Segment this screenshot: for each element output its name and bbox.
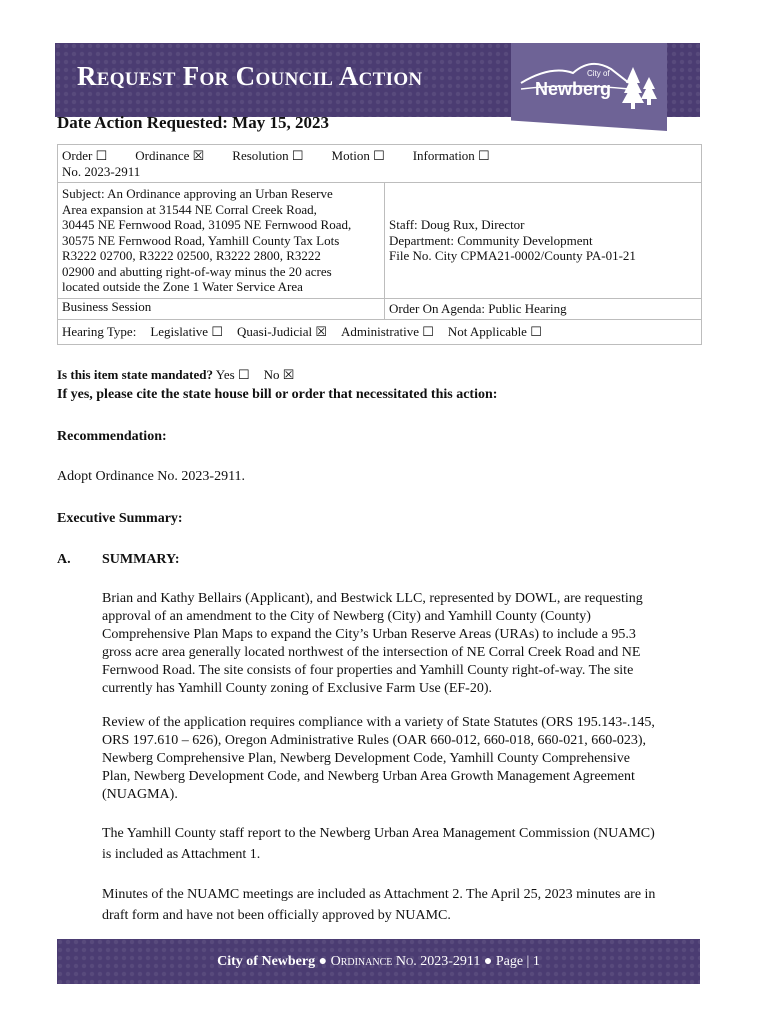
checkbox-resolution: Resolution ☐ [232,148,304,163]
subject-line: R3222 02700, R3222 02500, R3222 2800, R3222 [62,248,321,263]
paragraph-line: gross acre area generally located northwest of the intersection of NE Corral Creek Road and NE [102,645,641,660]
paragraph-line: is included as Attachment 1. [102,847,261,862]
summary-letter: A. [57,552,71,567]
state-mandated-question: Is this item state mandated? [57,367,213,382]
footer-text [57,954,700,970]
footer-ordinance: Ordinance No. 2023-2911 [330,954,481,969]
cite-line: If yes, please cite the state house bill or order that necessitated this action: [57,387,498,402]
page-footer [57,939,700,984]
paragraph-line: draft form and have not been officially approved by NUAMC. [102,908,451,923]
subject-line: 02900 and abutting right-of-way minus the 20 acres [62,263,332,279]
subject-line: Area expansion at 31544 NE Corral Creek Road, [62,201,317,217]
business-session: Business Session [62,298,152,314]
subject-cell [58,183,385,299]
checkbox-legislative: Legislative ☐ [150,324,223,339]
checkbox-motion: Motion ☐ [331,148,385,163]
paragraph-line: Brian and Kathy Bellairs (Applicant), and Bestwick LLC, represented by DOWL, are requesting [102,591,643,606]
paragraph-line: Minutes of the NUAMC meetings are included as Attachment 2. The April 25, 2023 minutes are in [102,887,656,902]
date-action-requested: Date Action Requested: May 15, 2023 [57,113,329,132]
logo-small-text: City of [587,69,610,78]
tree-icon [641,77,657,105]
checkbox-mandated-yes: Yes ☐ [215,367,250,382]
state-mandated-line [57,367,294,383]
summary-paragraph-2 [102,714,702,804]
paragraph-line: (NUAGMA). [102,787,178,802]
agenda-cell [385,298,702,320]
footer-page: Page | 1 [495,954,540,969]
paragraph-line: ORS 197.610 – 626), Oregon Administrative Rules (OAR 660-012, 660-018, 660-021, 660-023), [102,733,647,748]
subject-line: Subject: An Ordinance approving an Urban Reserve [62,186,333,201]
header-banner [55,43,700,117]
recommendation-text: Adopt Ordinance No. 2023-2911. [57,469,246,484]
file-number: File No. City CPMA21-0002/County PA-01-21 [389,248,636,263]
checkbox-not-applicable: Not Applicable ☐ [447,324,542,339]
paragraph-line: Comprehensive Plan Maps to expand the City’s Urban Reserve Areas (URAs) to include a 95.3 [102,627,636,642]
paragraph-line: Fernwood Road. The site consists of four properties and Yamhill County right-of-way. The site [102,663,634,678]
recommendation-heading: Recommendation: [57,429,167,444]
footer-bullet: ● [483,954,493,969]
hearing-type-cell [58,320,702,345]
order-on-agenda: Order On Agenda: Public Hearing [389,300,567,316]
paragraph-line: currently has Yamhill County zoning of Exclusive Farm Use (EF-20). [102,681,493,696]
action-type-cell [58,145,702,183]
checkbox-mandated-no: No ☒ [263,367,295,382]
executive-summary-heading: Executive Summary: [57,511,183,526]
paragraph-line: Plan, Newberg Development Code, and Newberg Urban Area Growth Management Agreement [102,769,635,784]
summary-paragraph-4 [102,884,702,926]
subject-line: 30575 NE Fernwood Road, Yamhill County Tax Lots [62,232,340,248]
summary-heading: SUMMARY: [102,552,180,567]
logo-graphic [511,43,667,131]
business-session-cell [58,298,385,320]
checkbox-information: Information ☐ [412,148,490,163]
checkbox-ordinance: Ordinance ☒ [135,148,205,163]
subject-line: located outside the Zone 1 Water Service Area [62,279,303,294]
footer-bullet: ● [318,954,328,969]
hearing-type-label: Hearing Type: [62,324,137,339]
subject-line: 30445 NE Fernwood Road, 31095 NE Fernwood Road, [62,217,352,232]
department: Department: Community Development [389,232,593,248]
checkbox-quasi-judicial: Quasi-Judicial ☒ [236,324,327,339]
page-title: Request For Council Action [77,61,423,91]
checkbox-administrative: Administrative ☐ [340,324,434,339]
request-info-table [57,144,702,345]
summary-paragraph-3 [102,823,702,865]
logo-name-text: Newberg [535,79,612,99]
paragraph-line: approval of an amendment to the City of Newberg (City) and Yamhill County (County) [102,609,591,624]
staff-name: Staff: Doug Rux, Director [389,217,525,232]
staff-cell [385,183,702,299]
checkbox-order: Order ☐ [62,148,108,163]
summary-paragraph-1 [102,590,702,698]
document-number: No. 2023-2911 [62,163,141,179]
city-logo [511,43,667,131]
paragraph-line: The Yamhill County staff report to the Newberg Urban Area Management Commission (NUAMC) [102,826,655,841]
paragraph-line: Newberg Comprehensive Plan, Newberg Development Code, Yamhill County Comprehensive [102,751,630,766]
paragraph-line: Review of the application requires compliance with a variety of State Statutes (ORS 195.143-.145, [102,715,655,730]
footer-city: City of Newberg [217,954,316,969]
